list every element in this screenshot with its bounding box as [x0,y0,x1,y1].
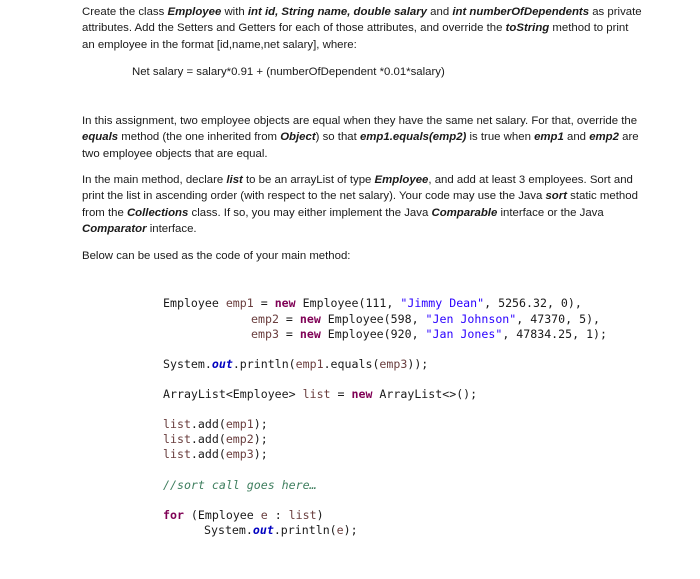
code-line-for-loop: for (Employee e : list) [163,508,324,522]
code-line-add-emp3: list.add(emp3); [163,447,268,461]
code-intro-text: Below can be used as the code of your main method: [82,250,351,262]
intro-paragraph: Create the class Employee with int id, String name, double salary and int numberOfDependents as private attributes. Add the Setters and Getters for each of those attributes, and override the toString method to print an employee in the format [id,name,net salary], where: [82,6,642,51]
code-line-add-emp2: list.add(emp2); [163,432,268,446]
code-comment-sort: //sort call goes here… [163,478,317,492]
code-line-print-equals: System.out.println(emp1.equals(emp3)); [163,357,429,371]
code-line-2: emp2 = new Employee(598, "Jen Johnson", 47370, 5), [251,312,601,326]
code-line-3: emp3 = new Employee(920, "Jan Jones", 47834.25, 1); [251,327,608,341]
code-line-arraylist: ArrayList<Employee> list = new ArrayList<>(); [163,387,478,401]
code-line-print-e: System.out.println(e); [204,523,358,537]
main-method-paragraph: In the main method, declare list to be an arrayList of type Employee, and add at least 3 employees. Sort and print the list in ascending order (with respect to the net salary). Your code may use the Java sort static method from the Collections class. If so, you may either implement the Java Comparable interface or the Java Comparator interface. [82,174,638,236]
code-line-add-emp1: list.add(emp1); [163,417,268,431]
equals-paragraph: In this assignment, two employee objects are equal when they have the same net salary. For that, override the equals method (the one inherited from Object) so that emp1.equals(emp2) is true when emp1 and emp2 are two employee objects that are equal. [82,115,639,160]
code-line-1: Employee emp1 = new Employee(111, "Jimmy Dean", 5256.32, 0), [163,296,582,310]
net-salary-formula: Net salary = salary*0.91 + (numberOfDependent *0.01*salary) [132,66,445,78]
